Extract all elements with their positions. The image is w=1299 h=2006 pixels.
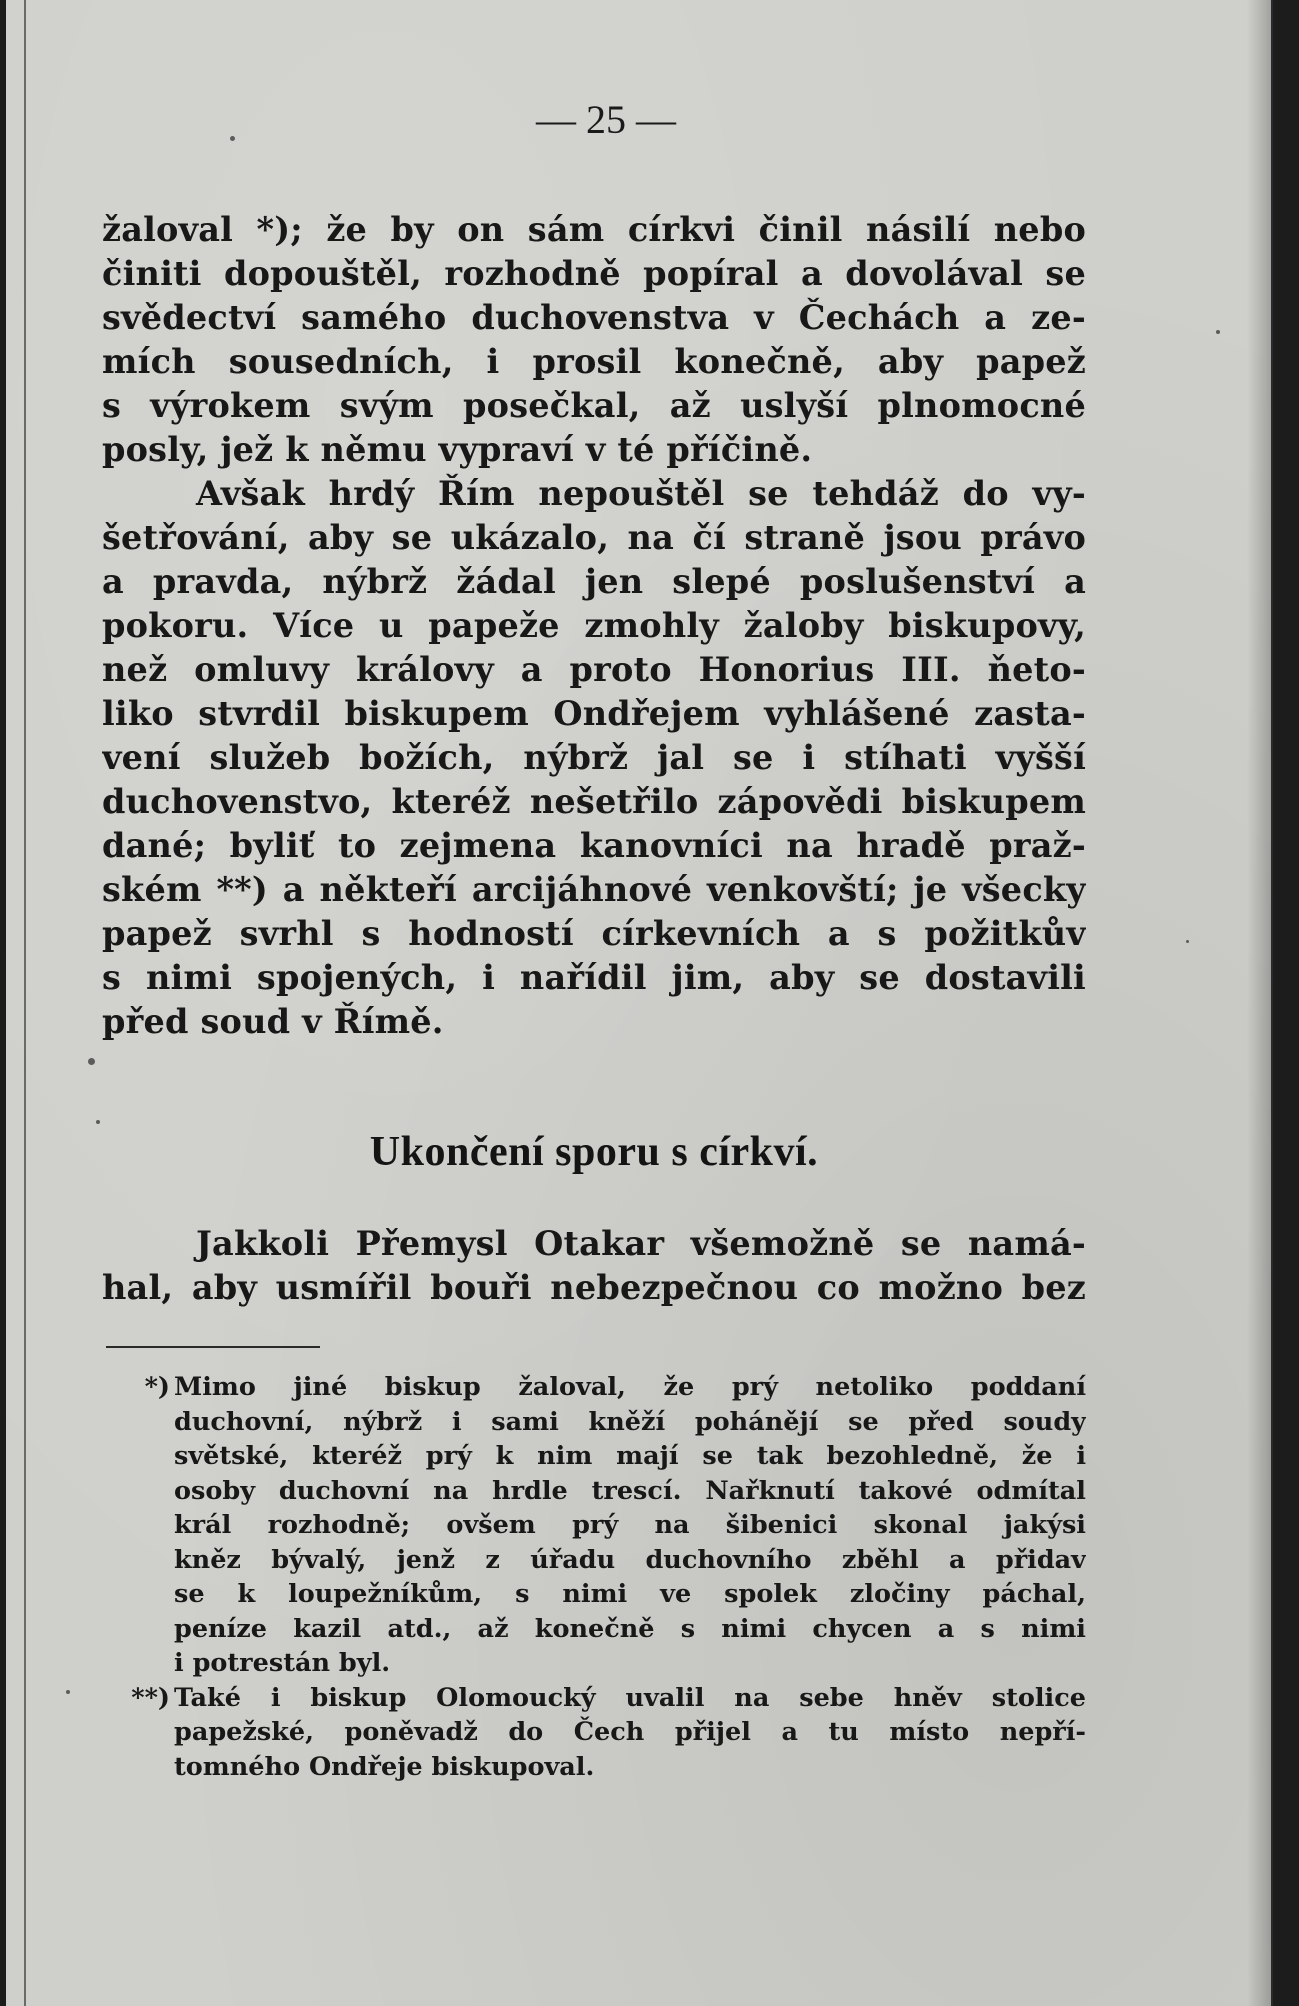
text-line: žaloval *); že by on sám církvi činil násilí nebo [102,210,1086,249]
footnote-2 [102,1681,1086,1785]
text-line: činiti dopouštěl, rozhodně popíral a dovolával se [102,254,1086,293]
page-edge-shadow [1247,0,1271,2006]
footnote-line: papežské, poněvadž do Čech přijel a tu místo nepří- [174,1717,1086,1747]
footnote-line: Také i biskup Olomoucký uvalil na sebe hněv stolice [174,1682,1086,1713]
footnote-line: i potrestán byl. [174,1648,391,1678]
footnotes [102,1370,1086,1784]
text-line: posly, jež k němu vypraví v té příčině. [102,430,813,469]
footnote-line: král rozhodně; ovšem prý na šibenici skonal jakýsi [174,1510,1086,1540]
text-line: dané; byliť to zejmena kanovníci na hradě praž- [102,826,1086,865]
page-number: — 25 — [536,97,676,142]
footnote-line: tomného Ondřeje biskupoval. [174,1751,595,1782]
footnote-line: duchovní, nýbrž i sami kněží pohánějí se před soudy [174,1406,1086,1437]
text-line: s nimi spojených, i nařídil jim, aby se dostavili [102,958,1086,997]
section-heading: Ukončení sporu s církví. [369,1129,819,1175]
footnote-1 [102,1370,1086,1681]
text-line: šetřování, aby se ukázalo, na čí straně jsou právo [102,518,1086,557]
text-line: svědectví samého duchovenstva v Čechách a ze- [102,298,1086,337]
footnote-line: osoby duchovní na hrdle trescí. Nařknutí takové odmítal [174,1475,1086,1506]
text-line: Avšak hrdý Řím nepouštěl se tehdáž do vy- [196,474,1086,513]
text-line: Jakkoli Přemysl Otakar všemožně se namá- [196,1224,1086,1263]
book-page [6,0,1273,2006]
footnote-separator [106,1346,320,1348]
text-line: papež svrhl s hodností církevních a s požitkův [102,914,1086,953]
text-line: ském **) a někteří arcijáhnové venkovští; je všecky [102,870,1086,909]
text-line: mích sousedních, i prosil konečně, aby papež [102,342,1086,381]
footnote-line: světské, kteréž prý k nim mají se tak bezohledně, že i [174,1441,1086,1471]
text-line: s výrokem svým posečkal, až uslyší plnomocné [102,386,1086,425]
footnote-line: se k loupežníkům, s nimi ve spolek zločiny páchal, [174,1579,1086,1609]
page-edge-rule [24,0,26,2006]
footnote-marker: *) [144,1372,170,1402]
text-line: před soud v Římě. [102,1002,444,1041]
text-line: duchovenstvo, kteréž nešetřilo zápovědi biskupem [102,782,1086,821]
footnote-marker: **) [131,1682,170,1713]
text-line: liko stvrdil biskupem Ondřejem vyhlášené zasta- [102,694,1086,733]
text-line: a pravda, nýbrž žádal jen slepé poslušenství a [102,562,1086,601]
text-line: vení služeb božích, nýbrž jal se i stíhati vyšší [102,738,1086,777]
text-line: než omluvy královy a proto Honorius III. ňeto- [102,650,1086,689]
footnote-line: kněz bývalý, jenž z úřadu duchovního zběhl a přidav [174,1544,1086,1575]
body-paragraphs [102,208,1086,1044]
section-paragraph [102,1222,1086,1310]
text-line: pokoru. Více u papeže zmohly žaloby biskupovy, [102,606,1086,645]
text-line: hal, aby usmířil bouři nebezpečnou co možno bez [102,1268,1086,1307]
footnote-line: peníze kazil atd., až konečně s nimi chycen a s nimi [174,1613,1086,1644]
footnote-line: Mimo jiné biskup žaloval, že prý netoliko poddaní [174,1372,1086,1402]
